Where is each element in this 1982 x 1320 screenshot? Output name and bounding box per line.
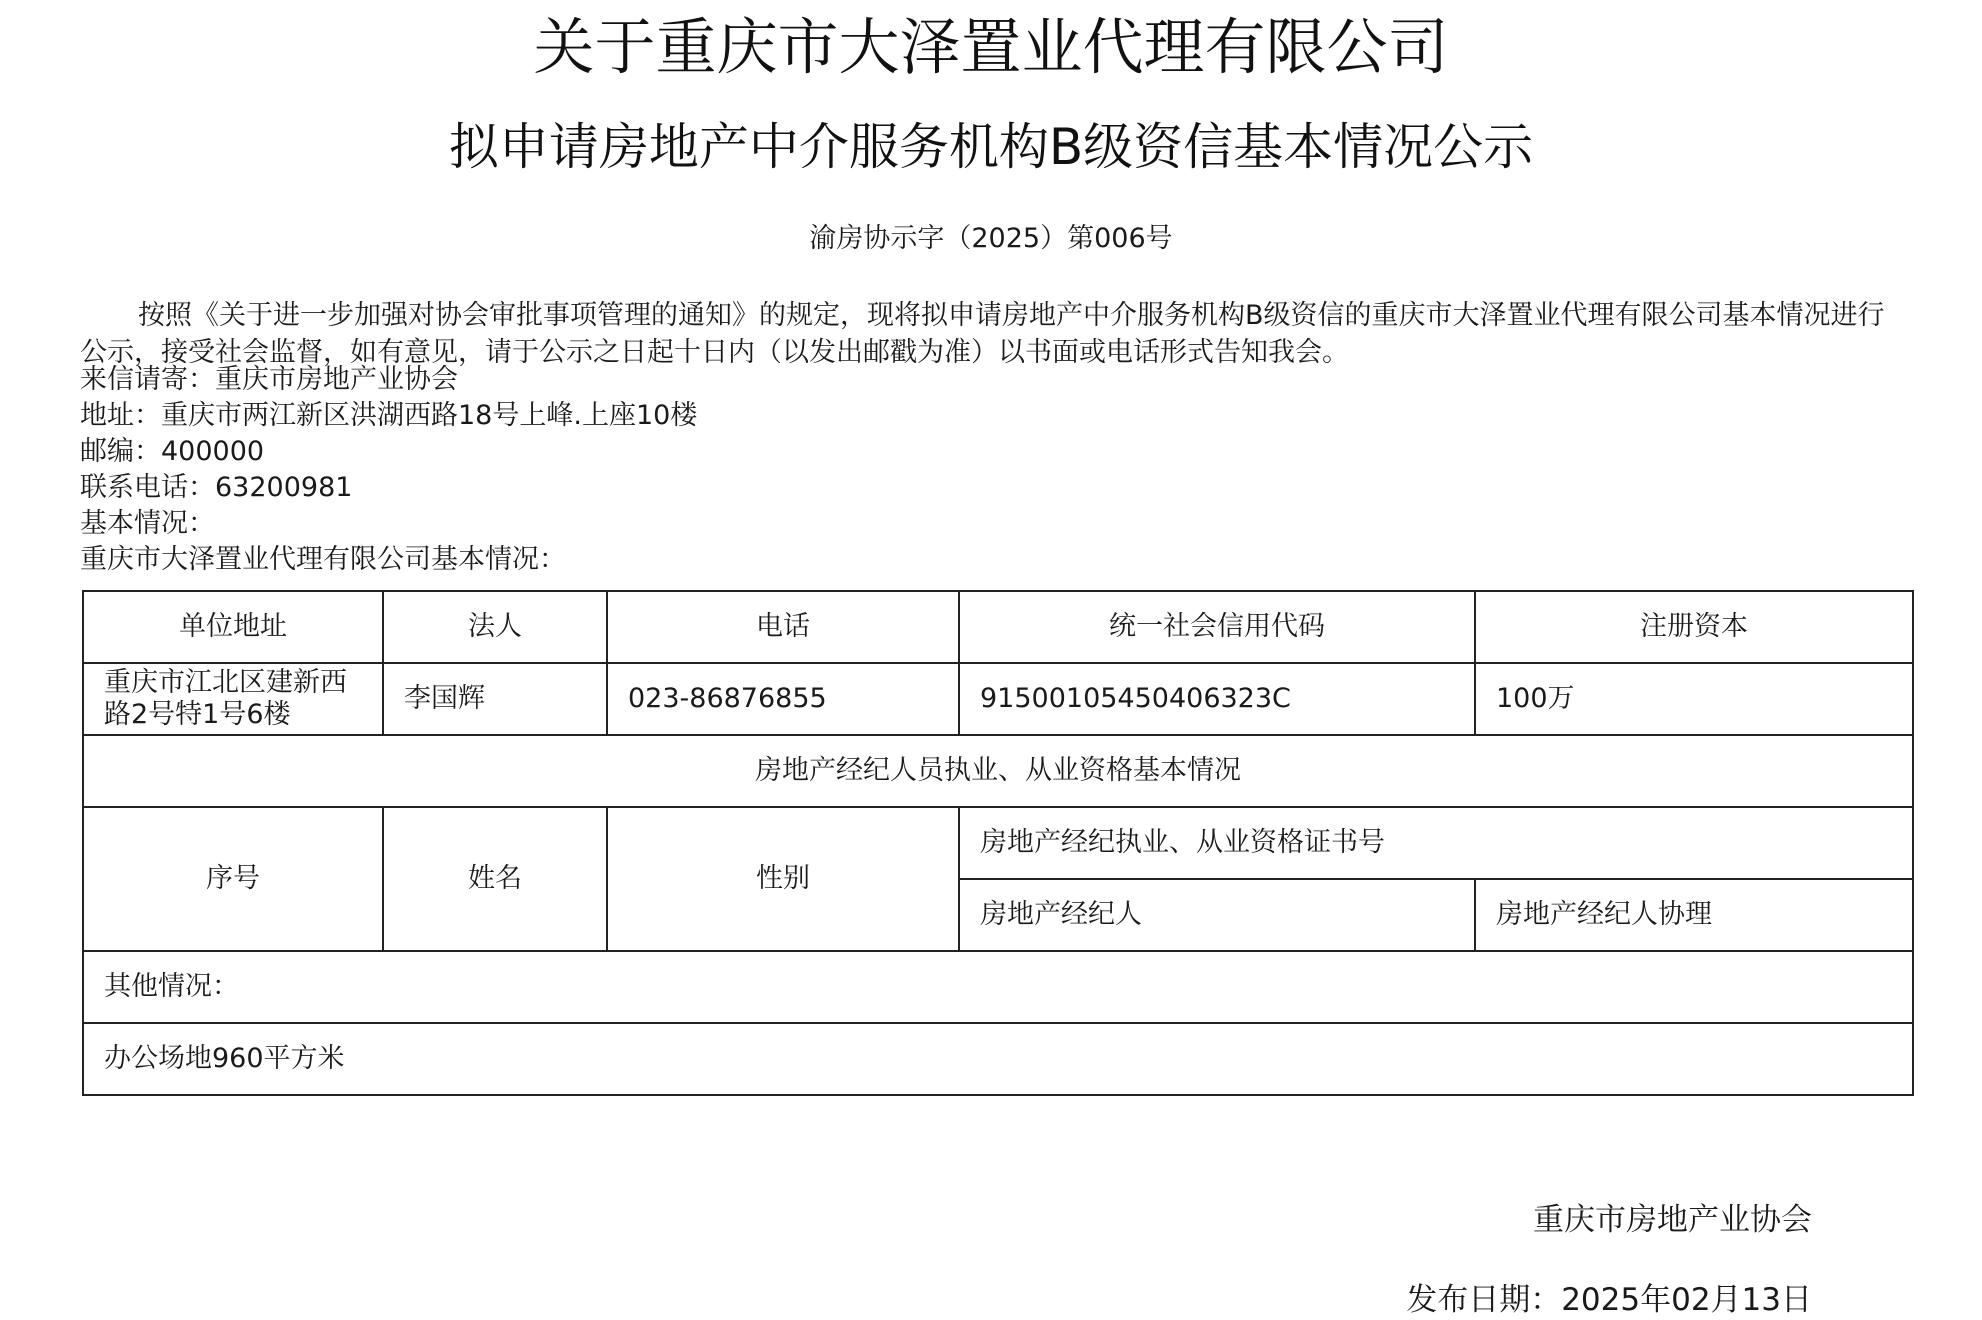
table-header-row <box>83 591 1913 663</box>
header-gender: 性别 <box>607 807 959 951</box>
header-name: 姓名 <box>383 807 607 951</box>
company-address: 重庆市江北区建新西路2号特1号6楼 <box>83 663 383 735</box>
header-phone: 电话 <box>607 591 959 663</box>
agents-header-row-1 <box>83 807 1913 879</box>
header-seq: 序号 <box>83 807 383 951</box>
page-title: 关于重庆市大泽置业代理有限公司 <box>533 12 1449 83</box>
other-label-row <box>83 951 1913 1023</box>
intro-paragraph: 按照《关于进一步加强对协会审批事项管理的通知》的规定，现将拟申请房地产中介服务机构B级资信的重庆市大泽置业代理有限公司基本情况进行公示，接受社会监督，如有意见，请于公示之日起十日内（以发出邮戳为准）以书面或电话形式告知我会。 <box>80 300 1885 368</box>
mail-to-line: 来信请寄：重庆市房地产业协会 <box>80 364 458 395</box>
header-capital: 注册资本 <box>1475 591 1913 663</box>
company-phone: 023-86876855 <box>607 663 959 735</box>
company-row <box>83 663 1913 735</box>
footer-publish-date: 发布日期：2025年02月13日 <box>1406 1282 1812 1318</box>
document-number: 渝房协示字（2025）第006号 <box>809 223 1173 254</box>
header-assistant: 房地产经纪人协理 <box>1475 879 1913 951</box>
header-cert-no: 房地产经纪执业、从业资格证书号 <box>959 807 1913 879</box>
header-address: 单位地址 <box>83 591 383 663</box>
header-credit-code: 统一社会信用代码 <box>959 591 1475 663</box>
company-legal-person: 李国辉 <box>383 663 607 735</box>
company-credit-code: 91500105450406323C <box>959 663 1475 735</box>
company-basic-info-label: 重庆市大泽置业代理有限公司基本情况： <box>80 544 566 575</box>
info-table <box>82 590 1914 1096</box>
company-capital: 100万 <box>1475 663 1913 735</box>
header-agent: 房地产经纪人 <box>959 879 1475 951</box>
phone-line: 联系电话：63200981 <box>80 472 353 503</box>
other-label: 其他情况： <box>83 951 1913 1023</box>
page-subtitle: 拟申请房地产中介服务机构B级资信基本情况公示 <box>448 118 1534 176</box>
other-value: 办公场地960平方米 <box>83 1023 1913 1095</box>
address-line: 地址：重庆市两江新区洪湖西路18号上峰.上座10楼 <box>80 400 698 431</box>
footer-organization: 重庆市房地产业协会 <box>1533 1202 1812 1238</box>
agents-section-row <box>83 735 1913 807</box>
header-legal-person: 法人 <box>383 591 607 663</box>
agents-section-title: 房地产经纪人员执业、从业资格基本情况 <box>83 735 1913 807</box>
postcode-line: 邮编：400000 <box>80 436 265 467</box>
basic-info-label: 基本情况： <box>80 508 215 539</box>
other-value-row <box>83 1023 1913 1095</box>
